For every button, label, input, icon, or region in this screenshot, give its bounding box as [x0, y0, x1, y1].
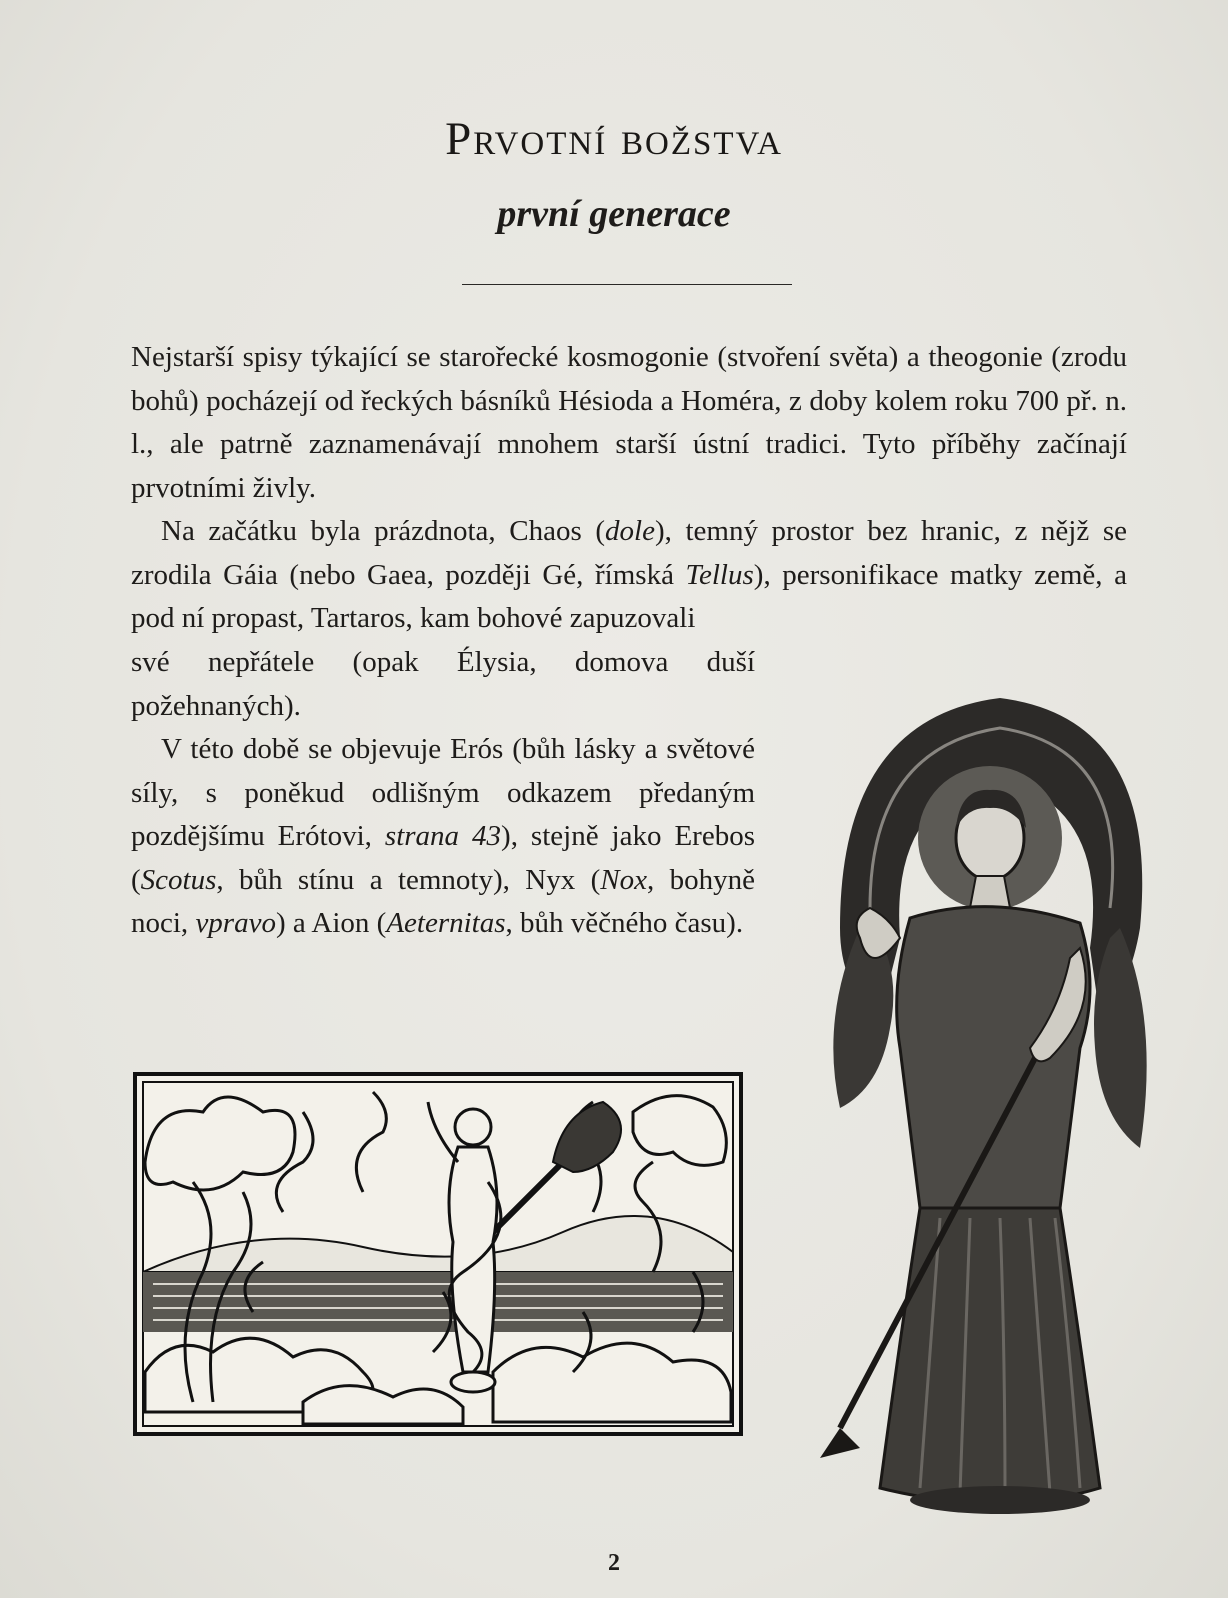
- italic-text: dole: [605, 515, 655, 547]
- text-run: Nejstarší spisy týkající se starořecké kosmogonie (stvoření světa) a theogonie (zrodu bohů) pocházejí od řeckých básníků Hésioda a Homéra, z doby kolem roku 700 př. n. l., ale patrně zaznamenávají mnohem starší ústní tradici. Tyto příběhy začínají prvotními živly.: [131, 341, 1127, 504]
- text-block-top: [131, 336, 1127, 641]
- nyx-figure-icon: [800, 688, 1172, 1548]
- italic-text: Nox: [600, 863, 647, 896]
- paragraph-2: [131, 510, 1127, 641]
- text-run: své nepřátele (opak Élysia, domova duší požehnaných).: [131, 646, 755, 722]
- title-divider: [462, 284, 792, 285]
- text-run: , bůh stínu a temnoty), Nyx (: [216, 863, 601, 896]
- text-run: , bohyně noci,: [131, 863, 756, 939]
- italic-text: Scotus: [140, 863, 217, 896]
- italic-text: Aeternitas: [386, 907, 506, 939]
- italic-text: strana 43: [384, 820, 502, 852]
- italic-text: vpravo: [195, 907, 276, 939]
- text-run: ), temný prostor bez hranic, z nějž se zrodila Gáia (nebo Gaea, později Gé, římská: [131, 515, 1127, 591]
- paragraph-1: [131, 336, 1127, 510]
- page-title: Prvotní božstva: [445, 113, 783, 165]
- page-number: 2: [608, 1550, 620, 1576]
- paragraph-3: [131, 728, 755, 946]
- woodcut-chaos-icon: [133, 1072, 743, 1436]
- text-block-left: [131, 641, 755, 946]
- text-run: ), stejně jako Erebos (: [131, 820, 755, 896]
- paragraph-2-continued: [131, 641, 755, 728]
- page-subtitle: první generace: [497, 193, 731, 235]
- text-run: ) a Aion (: [275, 907, 387, 939]
- text-run: V této době se objevuje Erós (bůh lásky a světové síly, s poněkud odlišným odkazem předaným pozdějšímu Erótovi,: [131, 733, 755, 852]
- italic-text: Tellus: [685, 558, 754, 591]
- text-run: Na začátku byla prázdnota, Chaos (: [161, 515, 606, 547]
- text-run: ), personifikace matky země, a pod ní propast, Tartaros, kam bohové zapuzovali: [131, 558, 1127, 634]
- text-run: , bůh věčného času).: [505, 907, 744, 939]
